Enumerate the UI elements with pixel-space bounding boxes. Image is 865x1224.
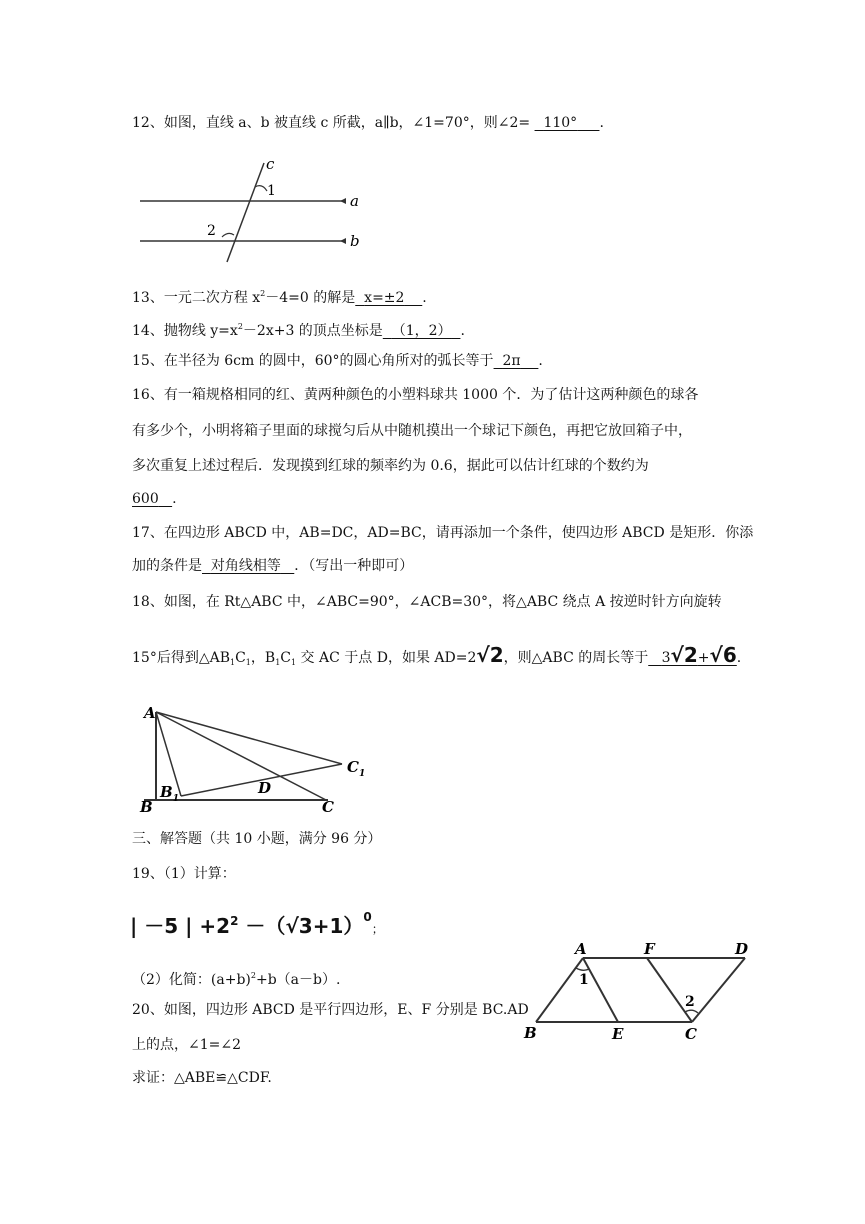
q20-figure (520, 938, 760, 1046)
q12-text: 12、如图，直线 a、b 被直线 c 所截，a∥b，∠1=70°，则∠2= (132, 115, 531, 131)
q20-line2: 上的点，∠1=∠2 (132, 1037, 242, 1053)
seg-AC1 (156, 712, 342, 764)
q16-line4: 600 . (132, 491, 177, 507)
label-A: A (144, 704, 156, 722)
section-3-heading: 三、解答题（共 10 小题，满分 96 分） (132, 831, 382, 847)
seg-AB (536, 958, 583, 1022)
seg-AE (583, 958, 618, 1022)
label-a: a (350, 192, 359, 210)
q19-formula: | －5 | $+2^2 -(√3+1)^0$； (130, 910, 384, 938)
q12-figure (134, 155, 374, 267)
q14-answer: （1，2） (391, 323, 452, 339)
angle-1-arc (576, 968, 589, 970)
label-2: 2 (207, 223, 216, 239)
label-F: F (644, 940, 655, 958)
q13-answer: x=±2 (364, 290, 405, 306)
q16-line1: 16、有一箱规格相同的红、黄两种颜色的小塑料球共 1000 个．为了估计这两种颜色的球各 (132, 387, 699, 403)
q17-answer: 对角线相等 (210, 558, 281, 574)
seg-DC (692, 958, 745, 1022)
q15-line: 15、在半径为 6cm 的圆中，60°的圆心角所对的弧长等于 2π . (132, 353, 543, 369)
q18-answer: 3√2+√6 (661, 643, 737, 667)
label-C: C (685, 1025, 697, 1043)
label-D: D (735, 940, 749, 958)
q20-line1: 20、如图，四边形 ABCD 是平行四边形，E、F 分别是 BC.AD (132, 1002, 529, 1018)
label-B1: $B_1$ (160, 783, 179, 804)
q17-line1: 17、在四边形 ABCD 中，AB=DC，AD=BC，请再添加一个条件，使四边形 ABCD 是矩形．你添 (132, 525, 754, 541)
q16-answer: 600 (132, 491, 159, 507)
label-B: B (140, 798, 153, 816)
label-c: c (266, 155, 275, 173)
label-C: C (322, 798, 334, 816)
label-2: 2 (685, 994, 695, 1010)
q14-line: 14、抛物线 $y=x^2-2x+3$ 的顶点坐标是 （1，2） . (132, 322, 465, 339)
angle-2-arc (222, 233, 234, 237)
label-1: 1 (267, 183, 276, 199)
angle-2-arc (685, 1010, 698, 1013)
label-C1: $C_1$ (347, 758, 366, 779)
label-B: B (524, 1024, 537, 1042)
label-b: b (350, 232, 360, 250)
label-1: 1 (579, 972, 589, 988)
q12-line: 12、如图，直线 a、b 被直线 c 所截，a∥b，∠1=70°，则∠2= 110° . (132, 115, 604, 131)
angle-1-arc (255, 186, 267, 191)
line-c (227, 163, 264, 262)
label-E: E (612, 1025, 624, 1043)
q19-line2: （2）化简：$(a+b)^2+b(a-b)$. (132, 971, 341, 988)
q13-line: 13、一元二次方程 $x^2-4=0$ 的解是 x=±2 . (132, 289, 427, 306)
q18-figure (136, 700, 376, 820)
label-D: D (258, 779, 272, 797)
label-A: A (575, 940, 587, 958)
q18-line1: 18、如图，在 Rt△ABC 中，∠ABC=90°，∠ACB=30°，将△ABC 绕点 A 按逆时针方向旋转 (132, 594, 722, 610)
q12-answer: 110° (543, 115, 578, 131)
seg-AC (156, 712, 326, 800)
q15-answer: 2π (502, 353, 521, 369)
q16-line2: 有多少个，小明将箱子里面的球搅匀后从中随机摸出一个球记下颜色，再把它放回箱子中， (132, 423, 692, 439)
q16-line3: 多次重复上述过程后．发现摸到红球的频率约为 0.6，据此可以估计红球的个数约为 (132, 458, 649, 474)
q20-line3: 求证：△ABE≌△CDF. (132, 1070, 272, 1086)
q19-line1: 19、（1）计算： (132, 866, 236, 882)
q18-line2: 15°后得到$\triangle AB_1C_1$，$B_1C_1$ 交 AC 于点 D，如果 AD=2√2，则△ABC 的周长等于 3√2+√6. (132, 643, 742, 667)
q17-line2: 加的条件是 对角线相等 ．（写出一种即可） (132, 558, 414, 574)
